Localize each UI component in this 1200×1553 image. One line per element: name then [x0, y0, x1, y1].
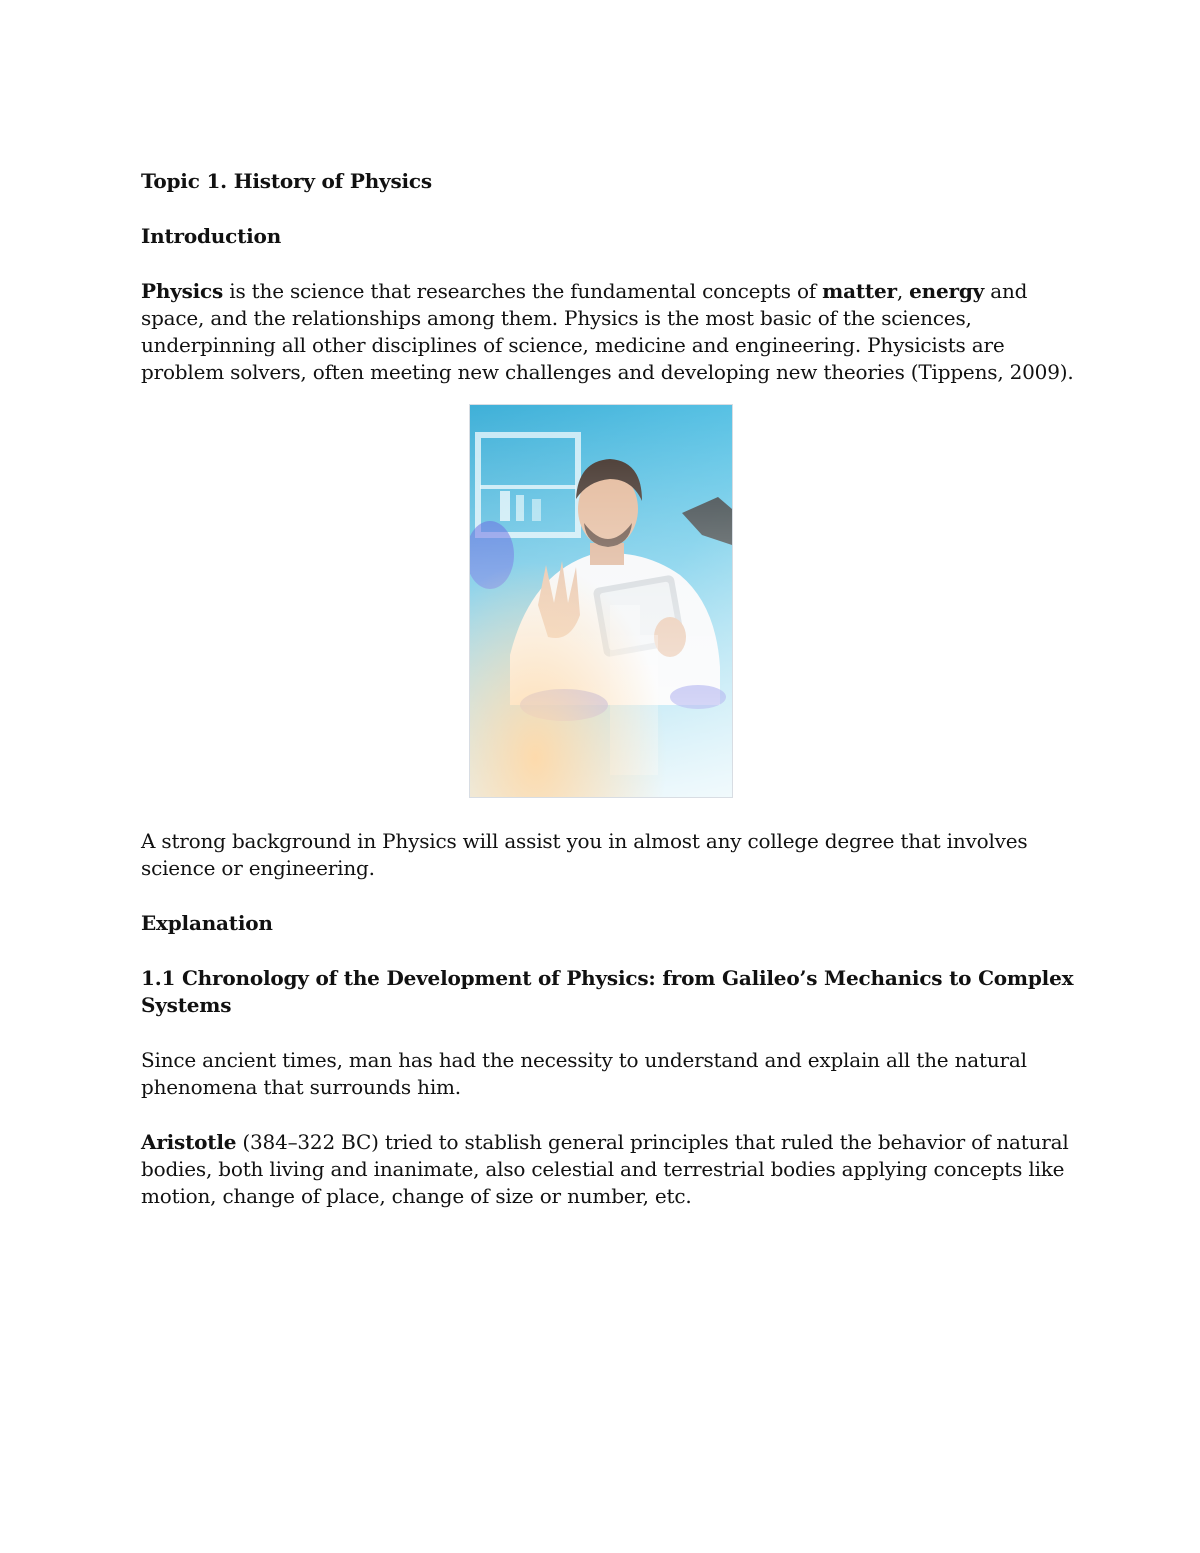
intro-text-3: and space, and the relationships among them. Physics is the most basic of the sciences, underpinning all other disciplines of science, medicine and engineering. Physicists are problem solvers, often meeting new challenges and developing new theories (Tippens, 2009). — [141, 279, 1074, 384]
intro-text-2: , — [896, 279, 910, 303]
aristotle-paragraph — [141, 1129, 1081, 1210]
topic-title: Topic 1. History of Physics — [141, 169, 432, 193]
explanation-heading: Explanation — [141, 911, 273, 935]
term-physics: Physics — [141, 279, 224, 303]
term-energy: energy — [909, 279, 985, 303]
section-heading: 1.1 Chronology of the Development of Physics: from Galileo’s Mechanics to Complex Systems — [141, 966, 1074, 1017]
term-matter: matter — [822, 279, 897, 303]
term-aristotle: Aristotle — [141, 1130, 237, 1154]
document-page — [141, 168, 1081, 1210]
ancient-paragraph: Since ancient times, man has had the necessity to understand and explain all the natural phenomena that surrounds him. — [141, 1048, 1027, 1099]
scientist-with-tablet-photo — [469, 404, 733, 798]
intro-text-1: is the science that researches the fundamental concepts of — [223, 279, 823, 303]
intro-paragraph — [141, 278, 1081, 386]
aristotle-text: (384–322 BC) tried to stablish general principles that ruled the behavior of natural bodies, both living and inanimate, also celestial and terrestrial bodies applying concepts like motion, change of place, change of size or number, etc. — [141, 1130, 1069, 1208]
introduction-heading: Introduction — [141, 224, 282, 248]
background-paragraph: A strong background in Physics will assist you in almost any college degree that involves science or engineering. — [141, 829, 1028, 880]
